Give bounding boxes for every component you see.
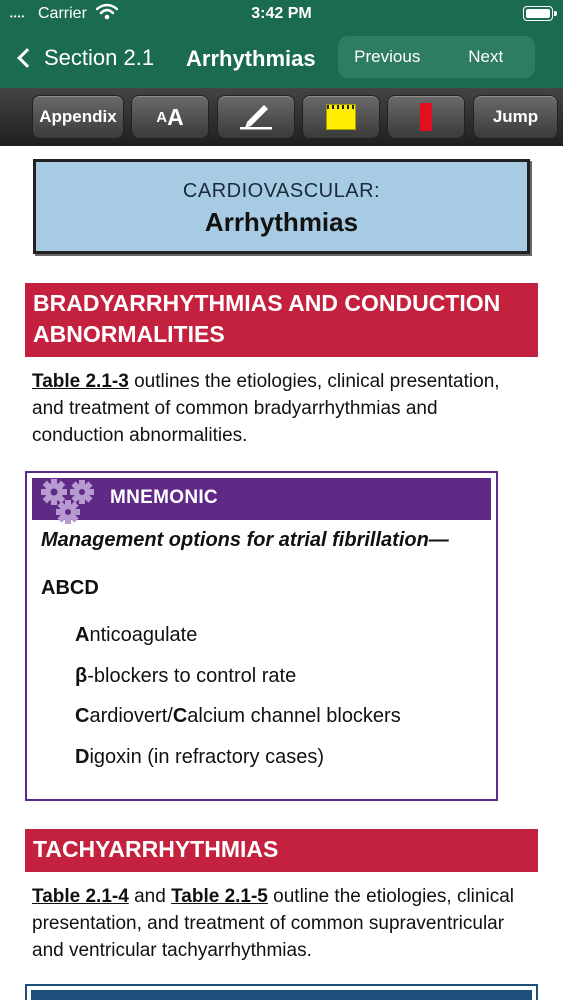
appendix-button-label: Appendix [39, 107, 117, 126]
pen-icon [237, 100, 275, 135]
paragraph-text: outline the etiologies, clinical presentation, and treatment of common supraventricular and ventricular tachyarrhythmias. [32, 886, 514, 961]
mnemonic-item-letter: D [75, 746, 90, 768]
status-bar [0, 0, 563, 28]
mnemonic-question: Management options for atrial fibrillation— [41, 529, 449, 551]
back-button[interactable] [14, 40, 154, 76]
page-title: Arrhythmias [186, 46, 316, 71]
mnemonic-item-letter: β [75, 665, 88, 687]
bookmark-icon [420, 103, 432, 131]
section-heading-tachyarrhythmias: TACHYARRHYTHMIAS [25, 829, 538, 872]
toolbar [0, 88, 563, 146]
navigation-bar [0, 28, 563, 88]
mnemonic-acronym: ABCD [41, 577, 99, 599]
mnemonic-item [75, 665, 296, 688]
paragraph-text: outlines the etiologies, clinical presentation, and treatment of common bradyarrhythmias and conduction abnormalities. [32, 371, 500, 446]
font-size-small-a: A [156, 108, 168, 126]
carrier-label: Carrier [38, 5, 87, 22]
chevron-left-icon [17, 48, 37, 68]
back-button-label: Section 2.1 [44, 45, 155, 70]
jump-button[interactable] [473, 95, 558, 139]
mnemonic-item-text: nticoagulate [89, 624, 198, 646]
mnemonic-item-letter: C [172, 705, 188, 727]
jump-button-label: Jump [492, 107, 539, 126]
status-time: 3:42 PM [251, 5, 312, 22]
mnemonic-item-text: igoxin (in refractory cases) [89, 746, 324, 768]
font-size-button[interactable] [131, 95, 209, 139]
section-paragraph-tachyarrhythmias [32, 883, 532, 964]
bookmark-button[interactable] [387, 95, 465, 139]
appendix-button[interactable] [32, 95, 124, 139]
mnemonic-item-text: ardiovert/ [89, 705, 173, 727]
table-link-2-1-3[interactable]: Table 2.1-3 [32, 371, 129, 392]
mnemonic-item-letter: C [75, 705, 90, 727]
mnemonic-header [32, 478, 491, 520]
table-link-2-1-5[interactable]: Table 2.1-5 [171, 886, 268, 907]
mnemonic-box [25, 471, 498, 801]
gears-icon [36, 478, 106, 524]
mnemonic-item [75, 746, 324, 769]
chapter-category: CARDIOVASCULAR: [182, 180, 381, 202]
key-fact-header-partial [31, 990, 532, 1000]
note-button[interactable] [302, 95, 380, 139]
mnemonic-item-letter: A [75, 624, 90, 646]
font-size-big-a: A [167, 103, 184, 130]
mnemonic-item [75, 705, 401, 728]
next-button[interactable]: Next [468, 47, 504, 66]
table-link-2-1-4[interactable]: Table 2.1-4 [32, 886, 129, 907]
section-heading-bradyarrhythmias: BRADYARRHYTHMIAS AND CONDUCTION ABNORMALITIES [25, 283, 538, 357]
mnemonic-item [75, 624, 197, 647]
signal-indicator: •••• [10, 12, 26, 21]
battery-icon [523, 6, 553, 21]
top-bar [0, 0, 563, 88]
mnemonic-label: MNEMONIC [110, 487, 218, 508]
chapter-header [33, 159, 530, 254]
previous-button[interactable]: Previous [354, 47, 421, 66]
mnemonic-item-text: -blockers to control rate [87, 665, 297, 687]
highlight-button[interactable] [217, 95, 295, 139]
content-area[interactable] [0, 146, 563, 1000]
pager-control [338, 36, 535, 78]
chapter-title: Arrhythmias [204, 207, 359, 237]
note-icon [326, 104, 356, 130]
key-fact-box-partial [25, 984, 538, 1000]
paragraph-text: and [128, 886, 172, 907]
mnemonic-item-text: alcium channel blockers [187, 705, 401, 727]
section-paragraph-bradyarrhythmias [32, 368, 532, 449]
